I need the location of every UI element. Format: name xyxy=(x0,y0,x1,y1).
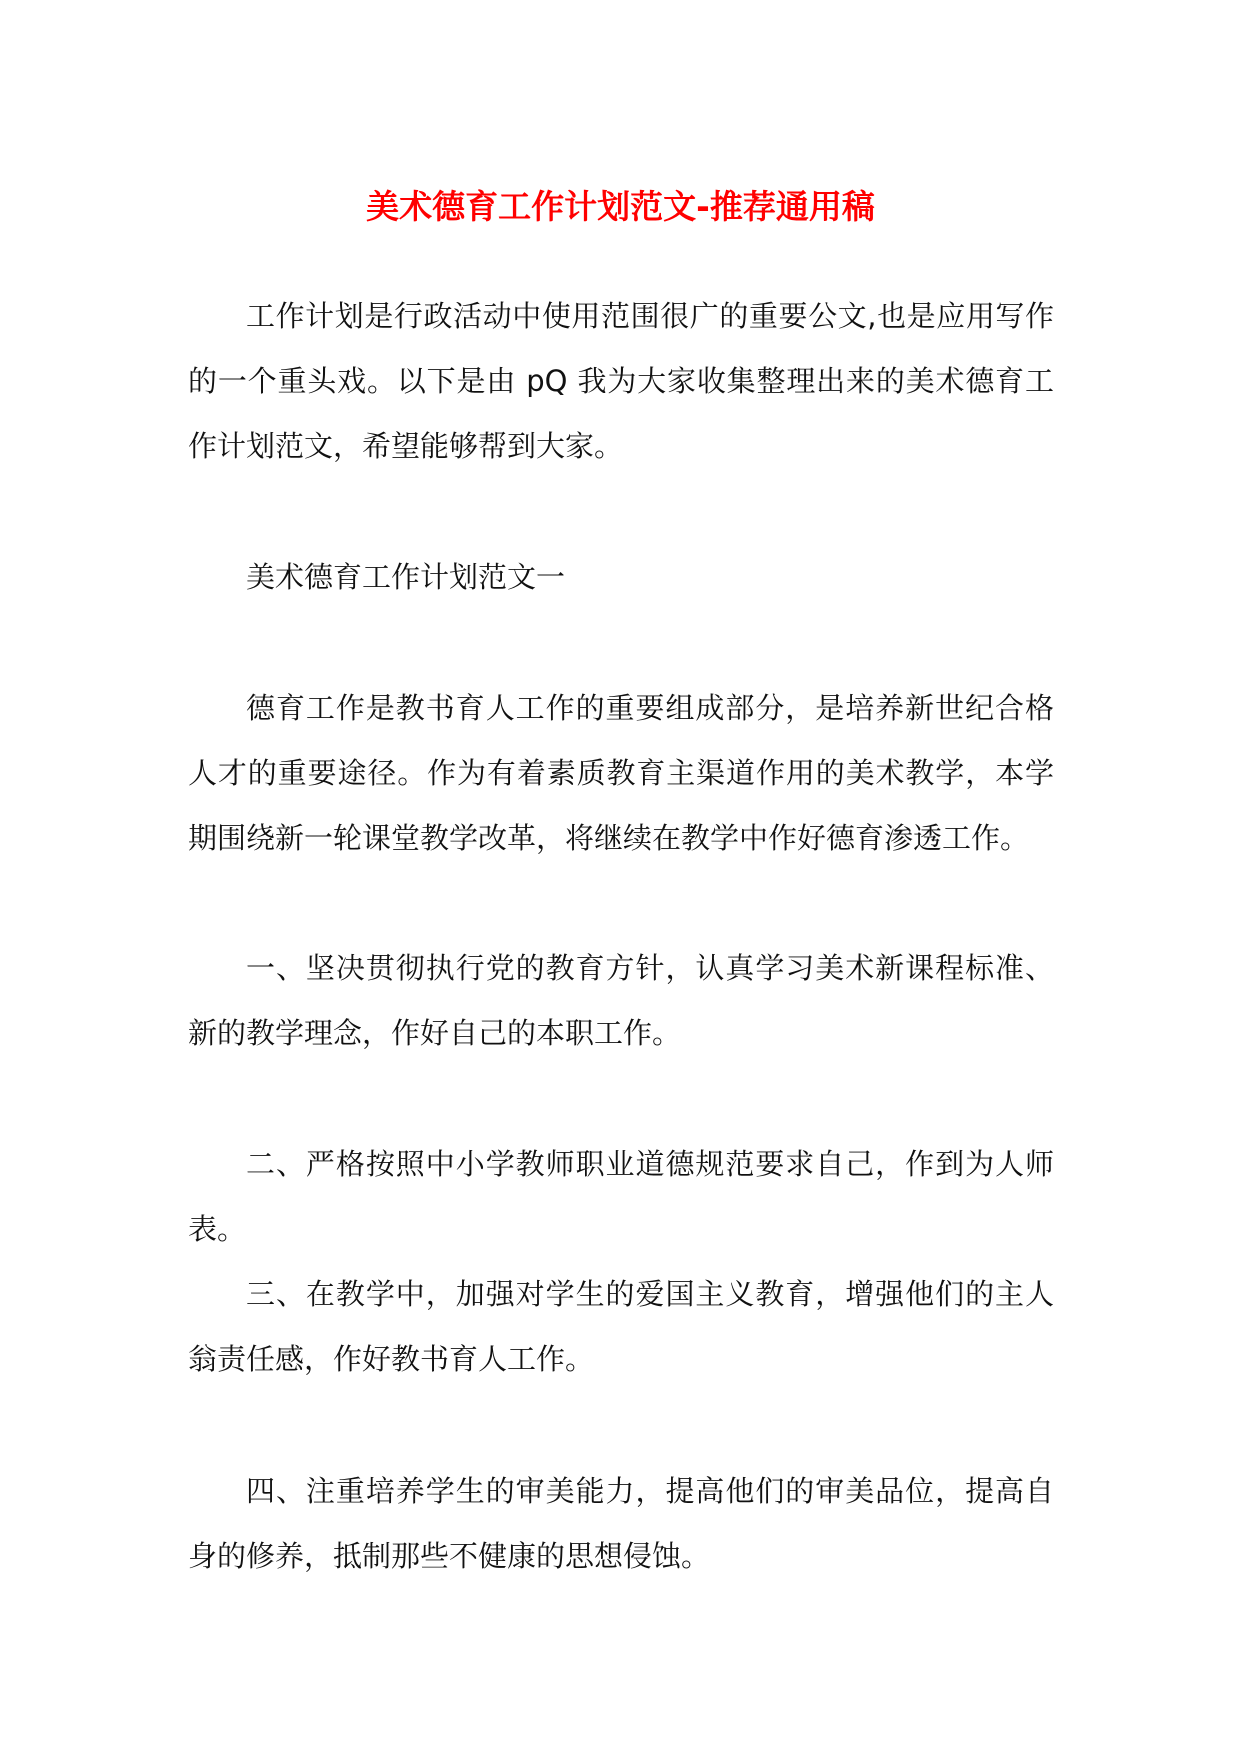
list-item-2: 二、严格按照中小学教师职业道德规范要求自己，作到为人师表。 xyxy=(188,1147,1054,1246)
section-heading: 美术德育工作计划范文一 xyxy=(246,560,566,594)
list-item-1: 一、坚决贯彻执行党的教育方针，认真学习美术新课程标准、新的教学理念，作好自己的本职工作。 xyxy=(188,951,1054,1050)
intro-paragraph: 工作计划是行政活动中使用范围很广的重要公文,也是应用写作的一个重头戏。以下是由 pQ 我为大家收集整理出来的美术德育工作计划范文，希望能够帮到大家。 xyxy=(188,299,1054,463)
list-item-3: 三、在教学中，加强对学生的爱国主义教育，增强他们的主人翁责任感，作好教书育人工作。 xyxy=(188,1277,1054,1376)
document-title: 美术德育工作计划范文-推荐通用稿 xyxy=(366,187,875,227)
list-item-4: 四、注重培养学生的审美能力，提高他们的审美品位，提高自身的修养，抵制那些不健康的思想侵蚀。 xyxy=(188,1474,1054,1573)
body-paragraph: 德育工作是教书育人工作的重要组成部分，是培养新世纪合格人才的重要途径。作为有着素质教育主渠道作用的美术教学，本学期围绕新一轮课堂教学改革，将继续在教学中作好德育渗透工作。 xyxy=(188,691,1054,855)
